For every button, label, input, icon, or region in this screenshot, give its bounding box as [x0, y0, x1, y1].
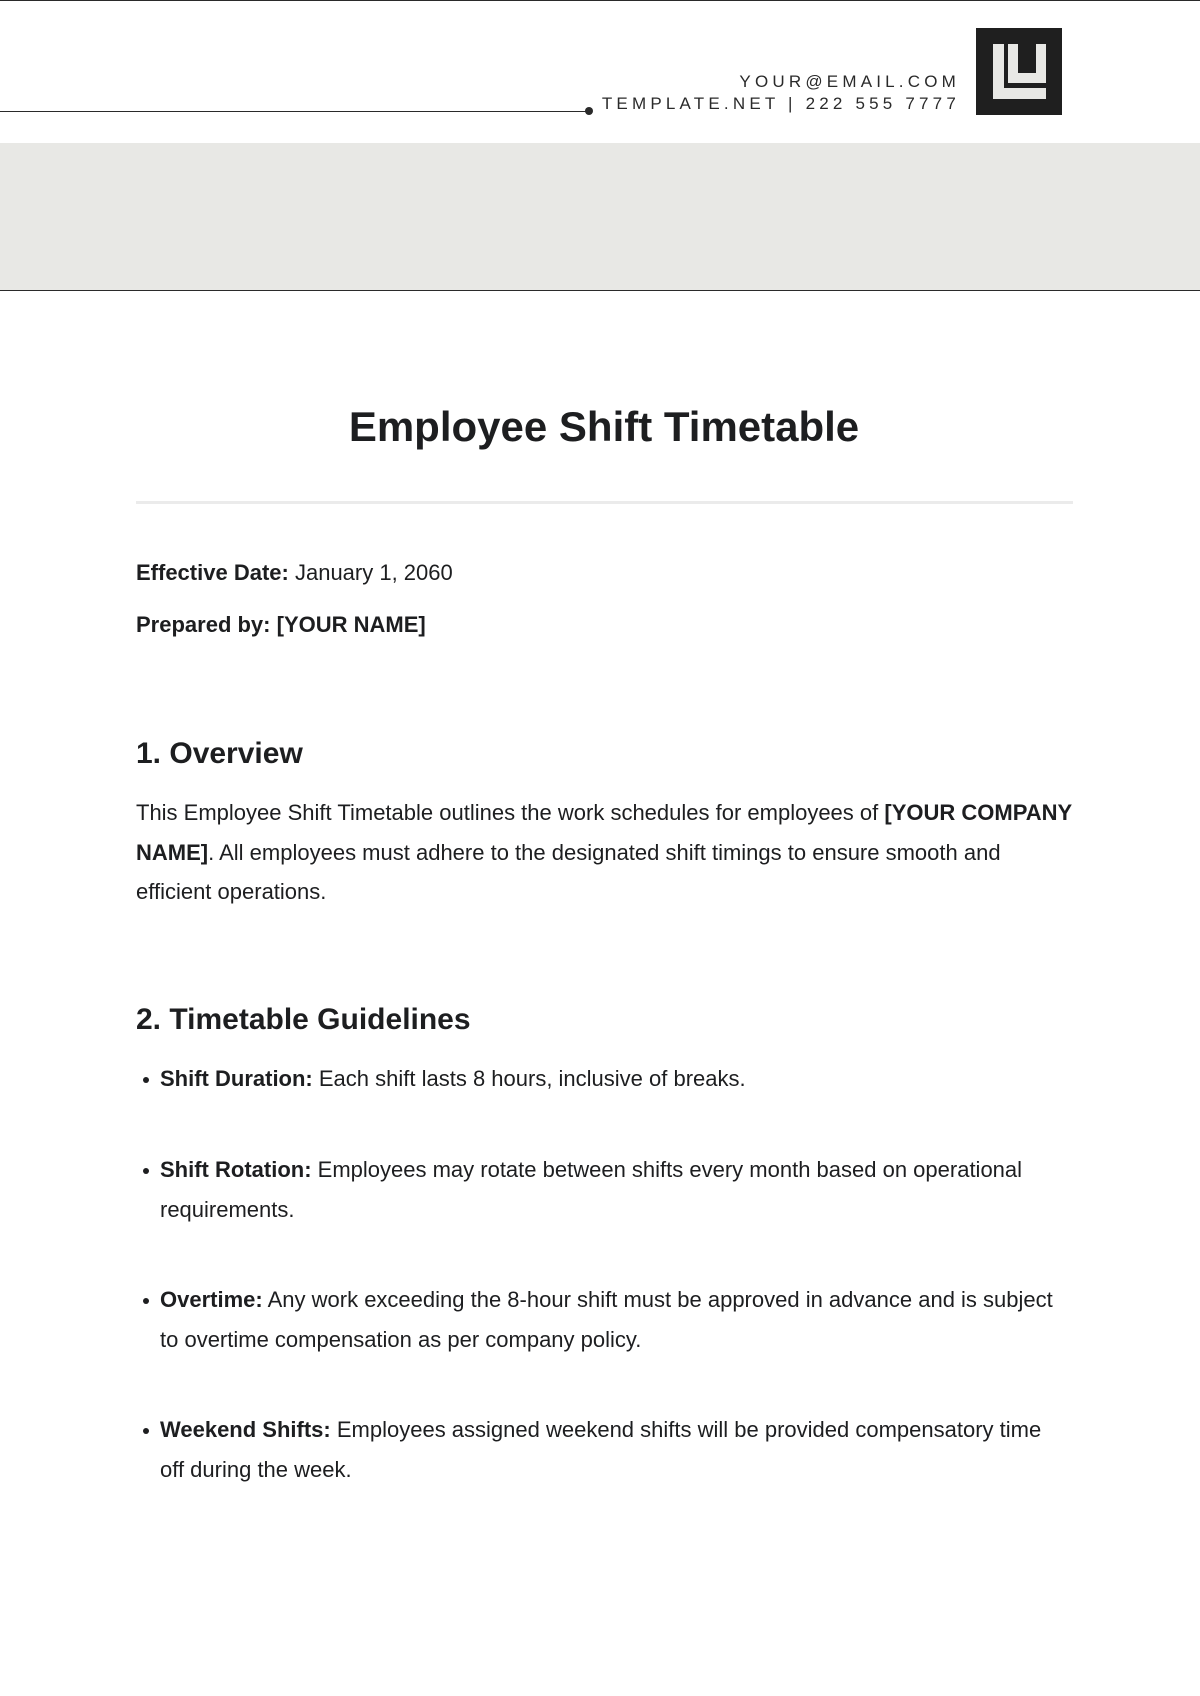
list-item: [136, 1410, 1066, 1489]
contact-email: YOUR@EMAIL.COM: [739, 72, 960, 91]
guideline-label: Shift Rotation:: [160, 1157, 312, 1182]
prepared-by-value: [YOUR NAME]: [276, 612, 426, 637]
list-item: [136, 1059, 1066, 1099]
bullet-icon: [143, 1298, 149, 1304]
guidelines-heading: 2. Timetable Guidelines: [136, 1003, 471, 1036]
effective-date: [136, 558, 453, 588]
guideline-text: Any work exceeding the 8-hour shift must be approved in advance and is subject to overtime compensation as per company policy.: [160, 1287, 1053, 1352]
guideline-label: Weekend Shifts:: [160, 1417, 331, 1442]
overview-paragraph: [136, 793, 1076, 912]
header-rule-dot: [585, 107, 593, 115]
contact-site-phone: TEMPLATE.NET | 222 555 7777: [601, 94, 960, 113]
header-rule: [0, 111, 587, 112]
prepared-by-label: Prepared by:: [136, 612, 271, 637]
overview-heading: 1. Overview: [136, 737, 303, 770]
contact-block: [602, 71, 960, 115]
overview-text-start: This Employee Shift Timetable outlines the work schedules for employees of: [136, 800, 885, 825]
company-name-placeholder: [YOUR COMPANY NAME]: [136, 800, 1072, 865]
bullet-icon: [143, 1168, 149, 1174]
bullet-icon: [143, 1077, 149, 1083]
list-item: [136, 1150, 1066, 1229]
overview-text-end: . All employees must adhere to the designated shift timings to ensure smooth and efficient operations.: [136, 839, 1001, 904]
prepared-by: [136, 610, 426, 640]
effective-date-value: January 1, 2060: [294, 560, 453, 585]
page-title: Employee Shift Timetable: [348, 403, 860, 450]
title-divider: [136, 501, 1073, 504]
bullet-icon: [143, 1428, 149, 1434]
guideline-text: Employees may rotate between shifts every month based on operational requirements.: [160, 1157, 1023, 1222]
guideline-label: Overtime:: [160, 1287, 263, 1312]
header-banner: [0, 143, 1200, 291]
list-item: [136, 1280, 1066, 1359]
top-border: [0, 0, 1200, 1]
company-logo-icon: [976, 28, 1062, 115]
guideline-label: Shift Duration:: [160, 1066, 313, 1091]
guideline-text: Employees assigned weekend shifts will be provided compensatory time off during the week.: [160, 1417, 1042, 1482]
guideline-text: Each shift lasts 8 hours, inclusive of breaks.: [312, 1066, 746, 1091]
effective-date-label: Effective Date:: [136, 560, 289, 585]
